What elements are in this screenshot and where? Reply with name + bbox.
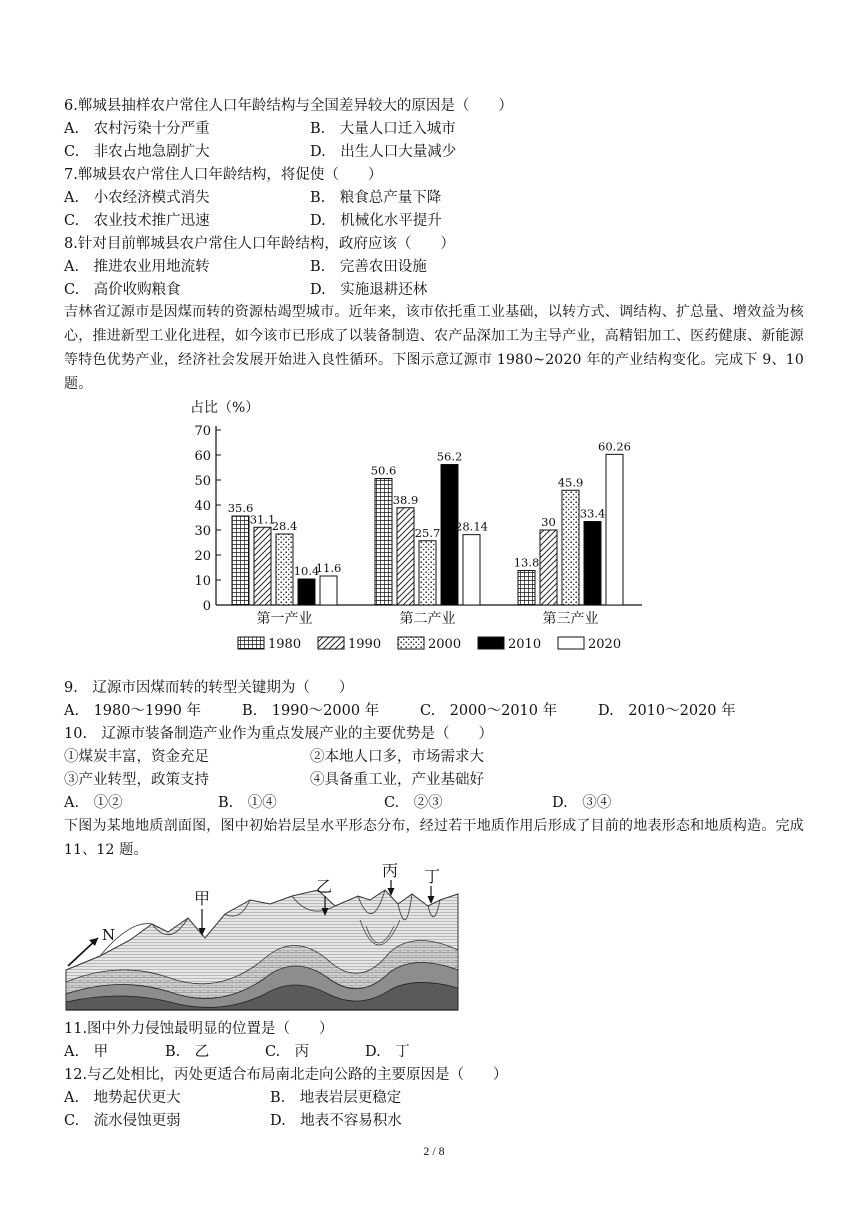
q8-stem: 8.针对目前郸城县农户常住人口年龄结构，政府应该（ ） bbox=[64, 236, 455, 252]
y-tick-label: 50 bbox=[194, 474, 211, 489]
bar-1980-1 bbox=[375, 479, 392, 606]
q11-option-a[interactable]: A. 甲 bbox=[64, 1044, 109, 1060]
passage-liaoyuan: 吉林省辽源市是因煤而转的资源枯竭型城市。近年来，该市依托重工业基础，以转方式、调结构、扩总量、增效益为核心，推进新型工业化进程，如今该市已形成了以装备制造、农产品深加工为主导产业，高精铝加工、医药健康、新能源等特色优势产业，经济社会发展开始进入良性循环。下图示意辽源市 1980~2020 年的产业结构变化。完成下 9、10 题。 bbox=[64, 304, 804, 392]
q6-option-c[interactable]: C. 非农占地急剧扩大 bbox=[64, 144, 210, 160]
q10-statement-3: ③产业转型，政策支持 bbox=[64, 772, 209, 788]
legend-label: 2010 bbox=[508, 637, 542, 652]
q10-option-d[interactable]: D. ③④ bbox=[552, 795, 612, 811]
q10-stem: 10. 辽源市装备制造产业作为重点发展产业的主要优势是（ ） bbox=[64, 726, 494, 742]
bar-2020-0 bbox=[320, 576, 337, 605]
page-number: 2 / 8 bbox=[423, 1144, 445, 1158]
x-category-label: 第一产业 bbox=[256, 611, 313, 627]
bar-value-label: 38.9 bbox=[392, 492, 419, 507]
y-tick-label: 70 bbox=[194, 424, 211, 439]
bar-value-label: 60.26 bbox=[598, 439, 631, 454]
bar-1980-0 bbox=[232, 516, 249, 605]
q10-statement-4: ④具备重工业，产业基础好 bbox=[310, 772, 484, 788]
bar-value-label: 28.4 bbox=[271, 519, 298, 533]
bar-value-label: 30 bbox=[541, 515, 556, 529]
y-axis-title: 占比（%） bbox=[190, 400, 260, 416]
label-jia: 甲 bbox=[194, 889, 211, 908]
q11-stem: 11.图中外力侵蚀最明显的位置是（ ） bbox=[64, 1021, 334, 1037]
q8-option-c[interactable]: C. 高价收购粮食 bbox=[64, 282, 181, 298]
q10-option-c[interactable]: C. ②③ bbox=[384, 795, 443, 811]
q9-option-b[interactable]: B. 1990～2000 年 bbox=[242, 703, 380, 719]
q8-option-d[interactable]: D. 实施退耕还林 bbox=[310, 282, 428, 298]
q10-option-b[interactable]: B. ①④ bbox=[218, 795, 277, 811]
q11-option-c[interactable]: C. 丙 bbox=[265, 1044, 310, 1060]
label-ding: 丁 bbox=[424, 867, 441, 886]
bar-1980-2 bbox=[518, 571, 535, 606]
q9-option-c[interactable]: C. 2000～2010 年 bbox=[420, 703, 558, 719]
q7-option-c[interactable]: C. 农业技术推广迅速 bbox=[64, 213, 210, 229]
geologic-section-figure bbox=[60, 860, 465, 1018]
q7-stem: 7.郸城县农户常住人口年龄结构，将促使（ ） bbox=[64, 167, 383, 183]
industry-structure-chart bbox=[180, 396, 650, 658]
y-tick-label: 30 bbox=[194, 524, 211, 539]
bar-value-label: 50.6 bbox=[370, 463, 397, 478]
y-tick-label: 40 bbox=[194, 499, 211, 514]
bar-value-label: 31.1 bbox=[249, 512, 276, 527]
bar-value-label: 28.14 bbox=[455, 519, 488, 534]
q9-option-d[interactable]: D. 2010～2020 年 bbox=[598, 703, 736, 719]
q6-stem: 6.郸城县抽样农户常住人口年龄结构与全国差异较大的原因是（ ） bbox=[64, 98, 513, 114]
q12-stem: 12.与乙处相比，丙处更适合布局南北走向公路的主要原因是（ ） bbox=[64, 1067, 508, 1083]
q7-option-b[interactable]: B. 粮食总产量下降 bbox=[310, 190, 442, 206]
q10-statement-2: ②本地人口多，市场需求大 bbox=[310, 749, 484, 765]
label-yi: 乙 bbox=[316, 877, 333, 896]
q6-option-d[interactable]: D. 出生人口大量减少 bbox=[310, 144, 457, 160]
q11-option-d[interactable]: D. 丁 bbox=[365, 1044, 410, 1060]
bar-1990-1 bbox=[397, 508, 414, 605]
legend-swatch-2000 bbox=[398, 637, 424, 649]
bar-value-label: 13.8 bbox=[513, 555, 540, 570]
q12-option-d[interactable]: D. 地表不容易积水 bbox=[270, 1113, 402, 1129]
bar-value-label: 56.2 bbox=[436, 449, 463, 464]
bar-value-label: 35.6 bbox=[227, 501, 254, 515]
x-category-label: 第二产业 bbox=[399, 611, 456, 627]
y-tick-label: 0 bbox=[202, 599, 211, 614]
q9-option-a[interactable]: A. 1980～1990 年 bbox=[64, 703, 201, 719]
legend-label: 2000 bbox=[428, 637, 462, 652]
y-tick-label: 60 bbox=[194, 449, 211, 464]
q10-statement-1: ①煤炭丰富，资金充足 bbox=[64, 749, 209, 765]
q9-stem: 9. 辽源市因煤而转的转型关键期为（ ） bbox=[64, 680, 354, 696]
bar-2010-1 bbox=[441, 465, 458, 606]
legend-swatch-2020 bbox=[558, 637, 584, 649]
legend-label: 1990 bbox=[348, 637, 382, 652]
label-bing: 丙 bbox=[382, 861, 399, 880]
q10-option-a[interactable]: A. ①② bbox=[64, 795, 123, 811]
passage-geology: 下图为某地地质剖面图，图中初始岩层呈水平形态分布，经过若干地质作用后形成了目前的地表形态和地质构造。完成 11、12 题。 bbox=[64, 818, 804, 858]
bar-1990-0 bbox=[254, 527, 271, 605]
q8-option-b[interactable]: B. 完善农田设施 bbox=[310, 259, 427, 275]
bar-1990-2 bbox=[540, 530, 557, 605]
bar-value-label: 10.4 bbox=[293, 564, 320, 578]
north-label: N bbox=[102, 926, 116, 944]
q7-option-d[interactable]: D. 机械化水平提升 bbox=[310, 213, 442, 229]
q6-option-a[interactable]: A. 农村污染十分严重 bbox=[64, 121, 210, 137]
bar-value-label: 11.6 bbox=[315, 561, 342, 575]
q6-option-b[interactable]: B. 大量人口迁入城市 bbox=[310, 121, 456, 137]
legend-swatch-1990 bbox=[318, 637, 344, 649]
bar-2020-2 bbox=[606, 454, 623, 605]
y-tick-label: 10 bbox=[194, 574, 211, 589]
bar-2010-2 bbox=[584, 522, 601, 606]
q12-option-b[interactable]: B. 地表岩层更稳定 bbox=[270, 1090, 402, 1106]
y-tick-label: 20 bbox=[194, 549, 211, 564]
legend-swatch-2010 bbox=[478, 637, 504, 649]
legend-label: 2020 bbox=[588, 637, 622, 652]
q11-option-b[interactable]: B. 乙 bbox=[165, 1044, 210, 1060]
bar-value-label: 45.9 bbox=[557, 475, 584, 490]
q12-option-c[interactable]: C. 流水侵蚀更弱 bbox=[64, 1113, 181, 1129]
x-category-label: 第三产业 bbox=[542, 611, 599, 627]
bar-value-label: 33.4 bbox=[579, 506, 606, 521]
bar-value-label: 25.7 bbox=[414, 525, 441, 540]
legend-swatch-1980 bbox=[238, 637, 264, 649]
bar-2010-0 bbox=[298, 579, 315, 605]
bar-2000-0 bbox=[276, 534, 293, 605]
q12-option-a[interactable]: A. 地势起伏更大 bbox=[64, 1090, 181, 1106]
bar-2000-1 bbox=[419, 541, 436, 605]
q7-option-a[interactable]: A. 小农经济模式消失 bbox=[64, 190, 210, 206]
q8-option-a[interactable]: A. 推进农业用地流转 bbox=[64, 259, 210, 275]
bar-2000-2 bbox=[562, 490, 579, 605]
legend-label: 1980 bbox=[268, 637, 302, 652]
bar-2020-1 bbox=[463, 535, 480, 605]
